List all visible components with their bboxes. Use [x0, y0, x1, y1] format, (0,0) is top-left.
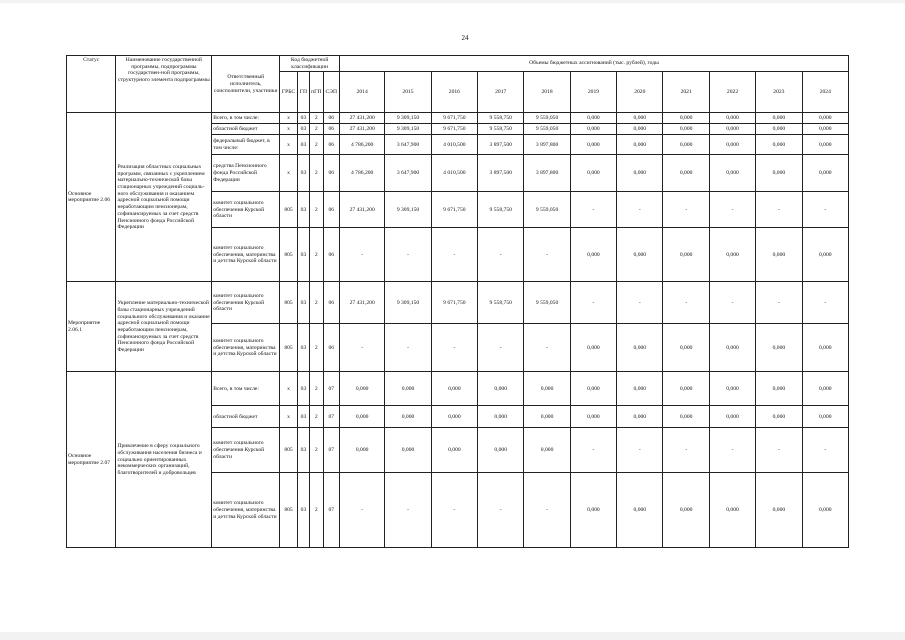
amount-cell: 0,000: [709, 135, 755, 155]
amount-cell: 0,000: [524, 372, 570, 406]
amount-cell: 0,000: [802, 372, 848, 406]
amount-cell: -: [756, 428, 802, 473]
header-year: 2022: [709, 72, 755, 113]
amount-cell: 0,000: [663, 473, 709, 548]
amount-cell: -: [478, 228, 524, 282]
measure-name-cell: Укрепление материально-технической базы стационарных учреждений социального обслуживания и оказание адресной социальной помощи неработающим пенсионерам, софинансируемых за счет средств Пенсионного фонда Российской Федерации: [116, 282, 212, 372]
amount-cell: 0,000: [478, 428, 524, 473]
measure-name-cell: Привлечение в сферу социального обслуживания населения бизнеса и социально ориентированных некоммерческих организаций, благотворителей и добровольцев: [116, 372, 212, 548]
amount-cell: 3 647,900: [385, 155, 431, 192]
header-year: 2016: [431, 72, 477, 113]
grbs-cell: 805: [280, 428, 298, 473]
amount-cell: -: [709, 282, 755, 324]
amount-cell: 0,000: [570, 124, 616, 135]
amount-cell: -: [617, 192, 663, 228]
amount-cell: 0,000: [385, 372, 431, 406]
grbs-cell: 805: [280, 473, 298, 548]
grbs-cell: х: [280, 135, 298, 155]
executor-cell: комитет социального обеспечения Курской области: [212, 192, 280, 228]
amount-cell: -: [663, 192, 709, 228]
status-cell: Основное мероприятие 2.07: [67, 372, 116, 548]
grbs-cell: х: [280, 124, 298, 135]
amount-cell: -: [524, 228, 570, 282]
sem-cell: 07: [323, 406, 339, 428]
amount-cell: 4 010,500: [431, 155, 477, 192]
amount-cell: 9 559,050: [524, 282, 570, 324]
amount-cell: 0,000: [478, 406, 524, 428]
amount-cell: 0,000: [617, 135, 663, 155]
amount-cell: -: [478, 473, 524, 548]
header-gp: ГП: [297, 72, 309, 113]
amount-cell: 0,000: [709, 155, 755, 192]
amount-cell: -: [802, 192, 848, 228]
amount-cell: 0,000: [385, 428, 431, 473]
amount-cell: 0,000: [570, 372, 616, 406]
amount-cell: 9 671,750: [431, 192, 477, 228]
sem-cell: 06: [323, 192, 339, 228]
amount-cell: 9 558,750: [478, 124, 524, 135]
pgp-cell: 2: [310, 406, 323, 428]
gp-cell: 03: [297, 124, 309, 135]
header-year: 2023: [756, 72, 802, 113]
amount-cell: 0,000: [756, 228, 802, 282]
amount-cell: -: [663, 428, 709, 473]
pgp-cell: 2: [310, 192, 323, 228]
amount-cell: 0,000: [617, 372, 663, 406]
amount-cell: 27 431,200: [340, 192, 385, 228]
amount-cell: 0,000: [802, 124, 848, 135]
header-grbs: ГРБС: [280, 72, 298, 113]
amount-cell: 4 010,500: [431, 135, 477, 155]
grbs-cell: х: [280, 406, 298, 428]
amount-cell: 0,000: [709, 372, 755, 406]
amount-cell: 0,000: [340, 428, 385, 473]
sem-cell: 06: [323, 113, 339, 124]
sem-cell: 06: [323, 124, 339, 135]
amount-cell: -: [385, 228, 431, 282]
amount-cell: 0,000: [431, 372, 477, 406]
pgp-cell: 2: [310, 135, 323, 155]
amount-cell: 0,000: [570, 155, 616, 192]
amount-cell: 0,000: [756, 372, 802, 406]
amount-cell: 0,000: [617, 124, 663, 135]
grbs-cell: 805: [280, 324, 298, 372]
executor-cell: областной бюджет: [212, 406, 280, 428]
header-pgp: пГП: [310, 72, 323, 113]
executor-cell: средства Пенсионного фонда Российской Федерации: [212, 155, 280, 192]
amount-cell: 9 671,750: [431, 124, 477, 135]
sem-cell: 06: [323, 324, 339, 372]
amount-cell: -: [663, 282, 709, 324]
amount-cell: 0,000: [570, 324, 616, 372]
scan-bottom-edge: [0, 632, 905, 640]
header-status: Статус: [67, 56, 116, 113]
amount-cell: 9 558,750: [478, 192, 524, 228]
budget-table: [66, 55, 849, 548]
amount-cell: 0,000: [802, 324, 848, 372]
header-year: 2019: [570, 72, 616, 113]
amount-cell: 0,000: [617, 155, 663, 192]
amount-cell: 9 558,750: [478, 113, 524, 124]
amount-cell: 27 431,200: [340, 113, 385, 124]
header-volumes: Объемы бюджетных ассигнований (тыс. рублей), годы: [340, 56, 849, 72]
amount-cell: 3 897,800: [524, 155, 570, 192]
amount-cell: 27 431,200: [340, 282, 385, 324]
page-number: 24: [461, 34, 469, 42]
sem-cell: 06: [323, 135, 339, 155]
amount-cell: 0,000: [709, 473, 755, 548]
amount-cell: -: [431, 324, 477, 372]
amount-cell: 0,000: [756, 124, 802, 135]
executor-cell: комитет социального обеспечения, материнства и детства Курской области: [212, 473, 280, 548]
grbs-cell: 805: [280, 228, 298, 282]
amount-cell: 0,000: [663, 113, 709, 124]
status-cell: Основное мероприятие 2.06: [67, 113, 116, 282]
amount-cell: 0,000: [617, 406, 663, 428]
amount-cell: 9 309,150: [385, 124, 431, 135]
amount-cell: 0,000: [756, 324, 802, 372]
amount-cell: -: [340, 228, 385, 282]
amount-cell: 0,000: [802, 473, 848, 548]
amount-cell: 3 647,900: [385, 135, 431, 155]
grbs-cell: х: [280, 372, 298, 406]
grbs-cell: 805: [280, 282, 298, 324]
amount-cell: -: [385, 324, 431, 372]
amount-cell: 0,000: [570, 113, 616, 124]
executor-cell: областной бюджет: [212, 124, 280, 135]
amount-cell: -: [385, 473, 431, 548]
header-year: 2014: [340, 72, 385, 113]
sem-cell: 07: [323, 428, 339, 473]
amount-cell: -: [570, 192, 616, 228]
gp-cell: 03: [297, 428, 309, 473]
amount-cell: 0,000: [478, 372, 524, 406]
pgp-cell: 2: [310, 428, 323, 473]
header-budget-code: Код бюджетной классификации: [280, 56, 340, 72]
pgp-cell: 2: [310, 124, 323, 135]
amount-cell: 0,000: [570, 135, 616, 155]
header-executor: Ответственный исполнитель, соисполнители, участники: [212, 56, 280, 113]
amount-cell: 0,000: [709, 406, 755, 428]
amount-cell: 0,000: [756, 406, 802, 428]
executor-cell: Всего, в том числе:: [212, 113, 280, 124]
amount-cell: 0,000: [617, 228, 663, 282]
amount-cell: -: [431, 473, 477, 548]
executor-cell: комитет социального обеспечения, материнства и детства Курской области: [212, 228, 280, 282]
pgp-cell: 2: [310, 228, 323, 282]
amount-cell: -: [617, 428, 663, 473]
amount-cell: 0,000: [431, 406, 477, 428]
amount-cell: 9 558,750: [478, 282, 524, 324]
amount-cell: 9 559,050: [524, 124, 570, 135]
amount-cell: 0,000: [340, 372, 385, 406]
amount-cell: -: [340, 324, 385, 372]
executor-cell: федеральный бюджет, в том числе:: [212, 135, 280, 155]
amount-cell: 0,000: [663, 324, 709, 372]
amount-cell: 0,000: [802, 406, 848, 428]
grbs-cell: х: [280, 155, 298, 192]
amount-cell: 4 786,200: [340, 135, 385, 155]
amount-cell: -: [340, 473, 385, 548]
amount-cell: 0,000: [756, 155, 802, 192]
amount-cell: -: [570, 282, 616, 324]
amount-cell: 0,000: [663, 155, 709, 192]
measure-name-cell: Реализация областных социальных программ, связанных с укреплением материально-технической базы стационарных учреждений социаль-ного обслуживания и оказанием адресной социальной помощи неработающим пенсионерам, софинансируемых за счет средств Пенсионного фонда Российской Федерации: [116, 113, 212, 282]
amount-cell: 0,000: [802, 155, 848, 192]
amount-cell: 0,000: [617, 473, 663, 548]
header-year: 2015: [385, 72, 431, 113]
sem-cell: 07: [323, 372, 339, 406]
gp-cell: 03: [297, 155, 309, 192]
amount-cell: 0,000: [617, 113, 663, 124]
gp-cell: 03: [297, 113, 309, 124]
amount-cell: 0,000: [709, 124, 755, 135]
amount-cell: 0,000: [570, 473, 616, 548]
header-year: 2024: [802, 72, 848, 113]
header-year: 2020: [617, 72, 663, 113]
amount-cell: 0,000: [709, 113, 755, 124]
amount-cell: -: [709, 428, 755, 473]
amount-cell: 0,000: [709, 228, 755, 282]
amount-cell: 0,000: [617, 324, 663, 372]
executor-cell: Всего, в том числе:: [212, 372, 280, 406]
amount-cell: 9 671,750: [431, 282, 477, 324]
amount-cell: -: [570, 428, 616, 473]
amount-cell: 0,000: [570, 406, 616, 428]
amount-cell: 0,000: [802, 135, 848, 155]
pgp-cell: 2: [310, 282, 323, 324]
gp-cell: 03: [297, 282, 309, 324]
table-row: [67, 372, 849, 406]
table-row: [67, 282, 849, 324]
amount-cell: 0,000: [663, 372, 709, 406]
pgp-cell: 2: [310, 155, 323, 192]
grbs-cell: х: [280, 113, 298, 124]
amount-cell: 9 309,150: [385, 192, 431, 228]
amount-cell: -: [802, 282, 848, 324]
amount-cell: 0,000: [802, 228, 848, 282]
amount-cell: 0,000: [524, 406, 570, 428]
amount-cell: 0,000: [802, 113, 848, 124]
amount-cell: -: [524, 324, 570, 372]
gp-cell: 03: [297, 324, 309, 372]
amount-cell: 0,000: [570, 228, 616, 282]
amount-cell: -: [478, 324, 524, 372]
sem-cell: 06: [323, 282, 339, 324]
gp-cell: 03: [297, 406, 309, 428]
amount-cell: 0,000: [663, 135, 709, 155]
executor-cell: комитет социального обеспечения Курской области: [212, 282, 280, 324]
gp-cell: 03: [297, 372, 309, 406]
amount-cell: 0,000: [663, 124, 709, 135]
grbs-cell: 805: [280, 192, 298, 228]
amount-cell: 0,000: [385, 406, 431, 428]
amount-cell: -: [756, 192, 802, 228]
header-year: 2021: [663, 72, 709, 113]
sem-cell: 06: [323, 228, 339, 282]
pgp-cell: 2: [310, 372, 323, 406]
amount-cell: 0,000: [663, 228, 709, 282]
amount-cell: 0,000: [524, 428, 570, 473]
sem-cell: 07: [323, 473, 339, 548]
executor-cell: комитет социального обеспечения Курской области: [212, 428, 280, 473]
amount-cell: -: [709, 192, 755, 228]
table-row: [67, 113, 849, 124]
amount-cell: 0,000: [756, 113, 802, 124]
amount-cell: 3 897,500: [478, 155, 524, 192]
amount-cell: 9 671,750: [431, 113, 477, 124]
amount-cell: 4 786,200: [340, 155, 385, 192]
amount-cell: 9 559,050: [524, 192, 570, 228]
header-year: 2018: [524, 72, 570, 113]
gp-cell: 03: [297, 473, 309, 548]
pgp-cell: 2: [310, 473, 323, 548]
amount-cell: 9 559,050: [524, 113, 570, 124]
pgp-cell: 2: [310, 113, 323, 124]
amount-cell: 0,000: [756, 135, 802, 155]
header-year: 2017: [478, 72, 524, 113]
amount-cell: 0,000: [340, 406, 385, 428]
amount-cell: -: [756, 282, 802, 324]
gp-cell: 03: [297, 192, 309, 228]
amount-cell: 9 309,150: [385, 113, 431, 124]
amount-cell: -: [524, 473, 570, 548]
amount-cell: 9 309,150: [385, 282, 431, 324]
amount-cell: 3 897,800: [524, 135, 570, 155]
scan-top-edge: [0, 0, 905, 3]
amount-cell: 3 897,500: [478, 135, 524, 155]
sem-cell: 06: [323, 155, 339, 192]
pgp-cell: 2: [310, 324, 323, 372]
amount-cell: -: [802, 428, 848, 473]
amount-cell: -: [617, 282, 663, 324]
amount-cell: 0,000: [663, 406, 709, 428]
header-name: Наименование государственной программы, подпрограммы государствен-ной программы, структурного элемента подпрограммы: [116, 56, 212, 113]
amount-cell: 27 431,200: [340, 124, 385, 135]
gp-cell: 03: [297, 228, 309, 282]
amount-cell: 0,000: [756, 473, 802, 548]
amount-cell: 0,000: [709, 324, 755, 372]
status-cell: Мероприятие 2.06.1: [67, 282, 116, 372]
amount-cell: 0,000: [431, 428, 477, 473]
header-sem: СЭП: [323, 72, 339, 113]
executor-cell: комитет социального обеспечения, материнства и детства Курской области: [212, 324, 280, 372]
gp-cell: 03: [297, 135, 309, 155]
amount-cell: -: [431, 228, 477, 282]
